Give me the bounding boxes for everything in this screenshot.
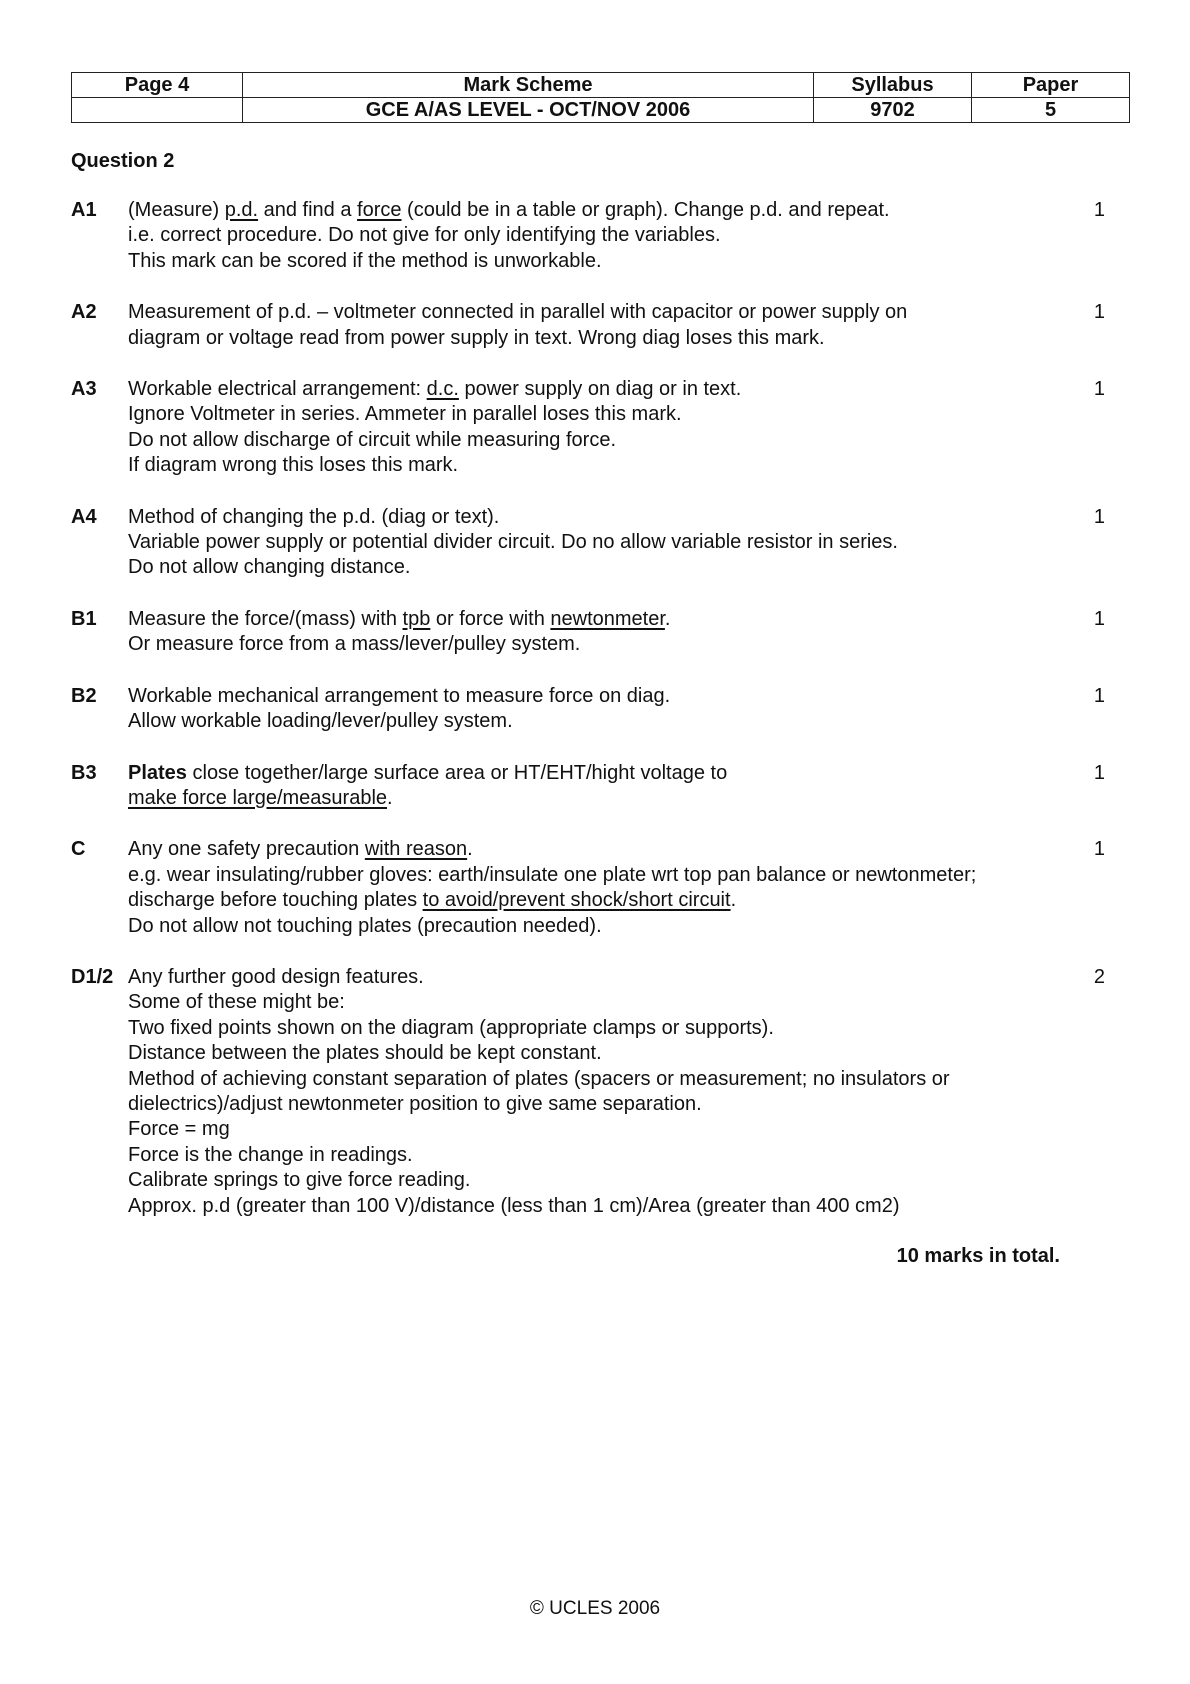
item-line	[128, 326, 1068, 351]
underlined-text: newtonmeter	[550, 607, 665, 630]
mark-item	[71, 761, 1125, 812]
text-segment: Workable electrical arrangement:	[128, 378, 427, 401]
text-segment: e.g. wear insulating/rubber gloves: earth/insulate one plate wrt top pan balance or newtonmeter;	[128, 863, 977, 886]
text-segment: Method of changing the p.d. (diag or text).	[128, 505, 500, 528]
mark-item	[71, 198, 1125, 274]
item-mark: 1	[1093, 684, 1105, 707]
text-segment: .	[730, 889, 737, 912]
item-line	[128, 607, 1068, 632]
item-line	[128, 300, 1068, 325]
header-paper-value: 5	[972, 98, 1130, 123]
mark-item	[71, 607, 1125, 658]
underlined-text: d.c.	[426, 378, 459, 401]
item-code: A2	[71, 301, 97, 324]
item-code: B3	[71, 761, 97, 784]
item-line	[128, 914, 1068, 939]
text-segment: Distance between the plates should be kept constant.	[128, 1042, 602, 1065]
text-segment: .	[664, 607, 671, 630]
text-segment: Any further good design features.	[128, 965, 424, 988]
text-segment: Any one safety precaution	[128, 838, 365, 861]
text-segment: or force with	[430, 607, 551, 630]
mark-items-list	[71, 198, 1125, 1245]
header-exam-cell: GCE A/AS LEVEL - OCT/NOV 2006	[243, 98, 814, 123]
item-line	[128, 709, 1068, 734]
item-line	[128, 761, 1068, 786]
item-body	[128, 837, 1068, 939]
mark-item	[71, 300, 1125, 351]
copyright-footer: © UCLES 2006	[529, 1598, 661, 1619]
item-line	[128, 965, 1068, 990]
item-line	[128, 1067, 1068, 1092]
item-body	[128, 761, 1068, 812]
text-segment: Method of achieving constant separation of plates (spacers or measurement; no insulators or	[128, 1067, 950, 1090]
item-body	[128, 300, 1068, 351]
header-syllabus-label: Syllabus	[814, 73, 972, 98]
item-mark: 1	[1093, 199, 1105, 221]
item-mark: 1	[1093, 838, 1105, 861]
item-line	[128, 990, 1068, 1015]
text-segment: Or measure force from a mass/lever/pulley system.	[128, 633, 581, 656]
bold-text: Plates	[128, 761, 187, 784]
total-marks: 10 marks in total.	[896, 1245, 1060, 1267]
text-segment: Variable power supply or potential divider circuit. Do no allow variable resistor in series.	[128, 531, 898, 554]
item-line	[128, 1194, 1068, 1219]
item-body	[128, 684, 1068, 735]
header-row-2	[72, 98, 1130, 123]
item-line	[128, 684, 1068, 709]
underlined-text: force	[357, 199, 402, 221]
item-body	[128, 377, 1068, 479]
text-segment: dielectrics)/adjust newtonmeter position to give same separation.	[128, 1092, 702, 1115]
text-segment: .	[467, 838, 473, 861]
mark-item	[71, 684, 1125, 735]
item-code: A3	[71, 378, 97, 401]
text-segment: close together/large surface area or HT/EHT/hight voltage to	[186, 761, 728, 784]
item-mark: 1	[1093, 378, 1105, 401]
item-mark: 1	[1093, 607, 1105, 630]
item-line	[128, 786, 1068, 811]
text-segment: This mark can be scored if the method is unworkable.	[128, 249, 602, 272]
header-table	[71, 72, 1130, 123]
underlined-text: p.d.	[224, 199, 259, 221]
text-segment: Do not allow discharge of circuit while measuring force.	[128, 428, 616, 451]
item-line	[128, 453, 1068, 478]
item-line	[128, 530, 1068, 555]
item-code: A1	[71, 199, 97, 221]
item-line	[128, 888, 1068, 913]
item-line	[128, 428, 1068, 453]
mark-item	[71, 965, 1125, 1219]
text-segment: diagram or voltage read from power supply in text. Wrong diag loses this mark.	[128, 326, 825, 349]
underlined-text: to avoid/prevent shock/short circuit	[422, 889, 731, 912]
item-line	[128, 1016, 1068, 1041]
item-line	[128, 249, 1068, 274]
item-mark: 1	[1093, 505, 1105, 528]
text-segment: Two fixed points shown on the diagram (appropriate clamps or supports).	[128, 1016, 774, 1039]
header-syllabus-value: 9702	[814, 98, 972, 123]
item-line	[128, 1117, 1068, 1142]
item-code: C	[71, 838, 86, 861]
item-body	[128, 505, 1068, 581]
header-page-cell: Page 4	[72, 73, 243, 98]
item-line	[128, 555, 1068, 580]
text-segment: Calibrate springs to give force reading.	[128, 1169, 471, 1192]
item-line	[128, 377, 1068, 402]
item-line	[128, 837, 1068, 862]
item-line	[128, 863, 1068, 888]
item-line	[128, 1092, 1068, 1117]
header-row-1	[72, 73, 1130, 98]
item-line	[128, 1041, 1068, 1066]
item-body	[128, 607, 1068, 658]
item-line	[128, 223, 1068, 248]
text-segment: Measure the force/(mass) with	[128, 607, 403, 630]
item-code: A4	[71, 505, 97, 528]
text-segment: Force = mg	[128, 1118, 230, 1141]
item-line	[128, 1168, 1068, 1193]
mark-item	[71, 505, 1125, 581]
text-segment: Measurement of p.d. – voltmeter connected in parallel with capacitor or power supply on	[128, 301, 908, 324]
item-code: B2	[71, 684, 97, 707]
text-segment: If diagram wrong this loses this mark.	[128, 454, 459, 477]
item-body	[128, 198, 1068, 274]
item-line	[128, 505, 1068, 530]
header-empty-cell	[72, 98, 243, 123]
text-segment: Do not allow not touching plates (precaution needed).	[128, 914, 602, 937]
text-segment: power supply on diag or in text.	[458, 378, 742, 401]
text-segment: Ignore Voltmeter in series. Ammeter in parallel loses this mark.	[128, 403, 682, 426]
text-segment: and find a	[258, 199, 358, 221]
item-code: B1	[71, 607, 97, 630]
text-segment: Some of these might be:	[128, 991, 345, 1014]
underlined-text: with reason	[364, 838, 468, 861]
text-segment: Allow workable loading/lever/pulley system.	[128, 710, 513, 733]
item-mark: 2	[1093, 965, 1105, 988]
question-title: Question 2	[71, 150, 175, 172]
text-segment: discharge before touching plates	[128, 889, 423, 912]
text-segment: (could be in a table or graph). Change p.d. and repeat.	[401, 199, 890, 221]
item-code: D1/2	[71, 965, 114, 988]
underlined-text: make force large/measurable	[128, 786, 388, 809]
item-mark: 1	[1093, 301, 1105, 324]
mark-item	[71, 377, 1125, 479]
text-segment: Approx. p.d (greater than 100 V)/distance (less than 1 cm)/Area (greater than 400 cm2)	[128, 1194, 900, 1217]
header-paper-label: Paper	[972, 73, 1130, 98]
item-line	[128, 1143, 1068, 1168]
text-segment: i.e. correct procedure. Do not give for only identifying the variables.	[128, 224, 721, 247]
text-segment: Force is the change in readings.	[128, 1143, 413, 1166]
item-line	[128, 632, 1068, 657]
header-title-cell: Mark Scheme	[243, 73, 814, 98]
item-body	[128, 965, 1068, 1219]
text-segment: (Measure)	[128, 199, 225, 221]
text-segment: .	[387, 786, 393, 809]
item-mark: 1	[1093, 761, 1105, 784]
item-line	[128, 198, 1068, 223]
item-line	[128, 402, 1068, 427]
text-segment: Do not allow changing distance.	[128, 556, 411, 579]
text-segment: Workable mechanical arrangement to measure force on diag.	[128, 684, 671, 707]
underlined-text: tpb	[402, 607, 431, 630]
mark-item	[71, 837, 1125, 939]
